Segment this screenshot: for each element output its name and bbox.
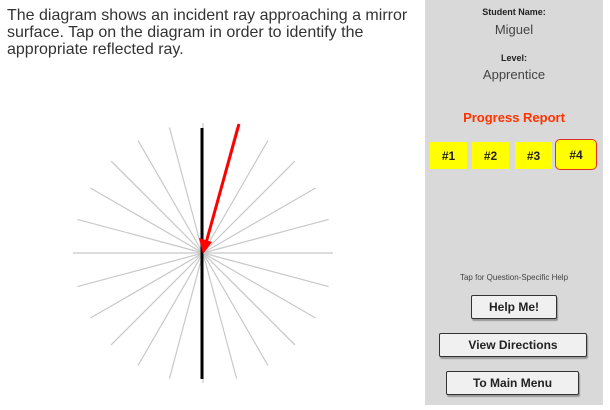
help-hint: Tap for Question-Specific Help	[459, 273, 569, 282]
student-name: Miguel	[494, 22, 534, 37]
student-name-label: Student Name:	[482, 7, 546, 17]
candidate-ray[interactable]	[90, 188, 203, 253]
candidate-ray[interactable]	[138, 253, 203, 366]
candidate-ray[interactable]	[169, 253, 203, 379]
candidate-ray[interactable]	[203, 253, 329, 287]
candidate-ray[interactable]	[169, 127, 203, 253]
candidate-ray[interactable]	[90, 253, 203, 318]
candidate-ray[interactable]	[203, 253, 295, 345]
candidate-ray[interactable]	[203, 253, 237, 379]
view-directions-button[interactable]: View Directions	[439, 333, 587, 357]
main-menu-button[interactable]: To Main Menu	[446, 371, 579, 395]
help-me-button[interactable]: Help Me!	[471, 295, 557, 319]
candidate-ray[interactable]	[203, 253, 268, 366]
level-label: Level:	[500, 53, 527, 63]
question-prompt: The diagram shows an incident ray approaching a mirror surface. Tap on the diagram in order to identify the appropriate reflected ray.	[7, 7, 408, 58]
candidate-ray[interactable]	[77, 253, 203, 287]
ray-diagram-svg[interactable]	[0, 100, 425, 405]
progress-item-1[interactable]: #1	[430, 142, 467, 169]
candidate-ray[interactable]	[138, 140, 203, 253]
level-value: Apprentice	[482, 67, 546, 82]
incident-ray	[199, 124, 239, 254]
progress-item-2[interactable]: #2	[472, 142, 509, 169]
candidate-ray[interactable]	[203, 219, 329, 253]
candidate-ray[interactable]	[111, 253, 203, 345]
progress-item-4[interactable]: #4	[555, 139, 597, 170]
candidate-ray[interactable]	[111, 161, 203, 253]
candidate-ray[interactable]	[203, 253, 316, 318]
progress-item-3[interactable]: #3	[515, 142, 552, 169]
progress-report-title: Progress Report	[463, 110, 565, 125]
candidate-ray[interactable]	[203, 140, 268, 253]
side-panel	[425, 0, 603, 405]
reflection-diagram[interactable]	[0, 100, 425, 405]
candidate-ray[interactable]	[77, 219, 203, 253]
